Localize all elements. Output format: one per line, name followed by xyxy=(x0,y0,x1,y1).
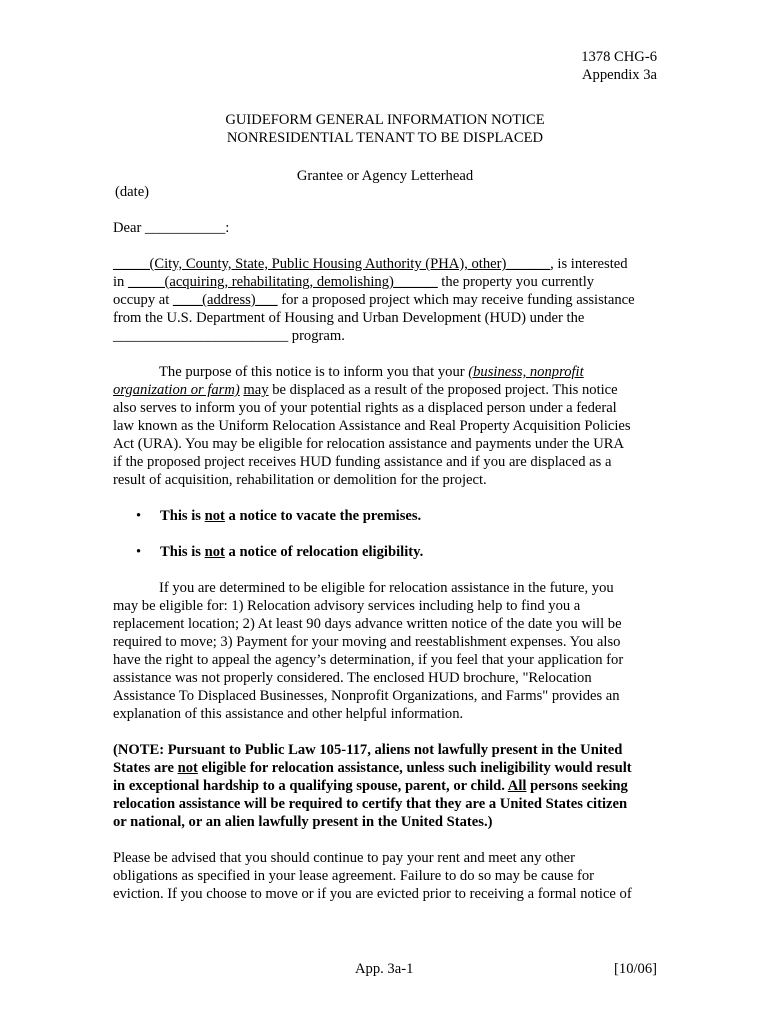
paragraph-line: explanation of this assistance and other helpful information. xyxy=(113,706,464,722)
business-type-field-cont: organization or farm) xyxy=(113,382,240,398)
paragraph-line: in _____(acquiring, rehabilitating, demolishing)______ the property you currently xyxy=(113,274,595,290)
letterhead-placeholder: Grantee or Agency Letterhead xyxy=(296,168,474,184)
bullet-icon: • xyxy=(136,544,142,560)
paragraph-line: eviction. If you choose to move or if you are evicted prior to receiving a formal notice of xyxy=(113,886,632,902)
paragraph-line: If you are determined to be eligible for relocation assistance in the future, you xyxy=(159,580,614,596)
page-number: App. 3a-1 xyxy=(355,961,414,977)
bullet-text: This is not a notice of relocation eligibility. xyxy=(160,544,424,560)
paragraph-line: Assistance To Displaced Businesses, Nonprofit Organizations, and Farms" provides an xyxy=(113,688,620,704)
paragraph-line: Please be advised that you should continue to pay your rent and meet any other xyxy=(113,850,576,866)
paragraph-line: replacement location; 2) At least 90 days advance written notice of the date you will be xyxy=(113,616,622,632)
paragraph-line: in exceptional hardship to a qualifying spouse, parent, or child. All persons seeking xyxy=(113,778,628,794)
paragraph-line: law known as the Uniform Relocation Assistance and Real Property Acquisition Policies xyxy=(113,418,631,434)
notice-title-line1: GUIDEFORM GENERAL INFORMATION NOTICE xyxy=(225,112,545,128)
paragraph-line: may be eligible for: 1) Relocation advisory services including help to find you a xyxy=(113,598,581,614)
appendix-label: Appendix 3a xyxy=(582,67,657,83)
agency-type-field: (City, County, State, Public Housing Authority (PHA), other) xyxy=(149,256,507,272)
paragraph-line: have the right to appeal the agency’s determination, if you feel that your application for xyxy=(113,652,624,668)
paragraph-line: also serves to inform you of your potential rights as a displaced person under a federal xyxy=(113,400,617,416)
paragraph-line: relocation assistance will be required to certify that they are a United States citizen xyxy=(113,796,628,812)
action-type-field: (acquiring, rehabilitating, demolishing) xyxy=(164,274,394,290)
paragraph-line: occupy at ____(address)___ for a proposed project which may receive funding assistance xyxy=(113,292,635,308)
paragraph-line: States are not eligible for relocation assistance, unless such ineligibility would result xyxy=(113,760,632,776)
paragraph-line: _____(City, County, State, Public Housing Authority (PHA), other)______, is interested xyxy=(113,256,628,272)
revision-date: [10/06] xyxy=(614,961,657,977)
paragraph-line: from the U.S. Department of Housing and Urban Development (HUD) under the xyxy=(113,310,585,326)
paragraph-line: if the proposed project receives HUD funding assistance and if you are displaced as a xyxy=(113,454,612,470)
paragraph-line: The purpose of this notice is to inform you that your (business, nonprofit xyxy=(159,364,584,380)
business-type-field: (business, nonprofit xyxy=(468,364,584,380)
paragraph-line: required to move; 3) Payment for your moving and reestablishment expenses. You also xyxy=(113,634,621,650)
form-number: 1378 CHG-6 xyxy=(581,49,657,65)
paragraph-line: (NOTE: Pursuant to Public Law 105-117, aliens not lawfully present in the United xyxy=(113,742,623,758)
paragraph-line: ________________________ program. xyxy=(113,328,345,344)
paragraph-line: organization or farm) may be displaced as a result of the proposed project. This notice xyxy=(113,382,618,398)
paragraph-line: obligations as specified in your lease agreement. Failure to do so may be cause for xyxy=(113,868,595,884)
bullet-icon: • xyxy=(136,508,142,524)
address-field: (address) xyxy=(202,292,256,308)
bullet-text: This is not a notice to vacate the premises. xyxy=(160,508,422,524)
paragraph-line: Act (URA). You may be eligible for relocation assistance and payments under the URA xyxy=(113,436,625,452)
paragraph-line: assistance was not properly considered. The enclosed HUD brochure, "Relocation xyxy=(113,670,592,686)
paragraph-line: result of acquisition, rehabilitation or demolition for the project. xyxy=(113,472,487,488)
date-placeholder: (date) xyxy=(115,184,150,200)
notice-title-line2: NONRESIDENTIAL TENANT TO BE DISPLACED xyxy=(226,130,544,146)
paragraph-line: or national, or an alien lawfully present in the United States.) xyxy=(113,814,493,830)
salutation: Dear ___________: xyxy=(113,220,230,236)
